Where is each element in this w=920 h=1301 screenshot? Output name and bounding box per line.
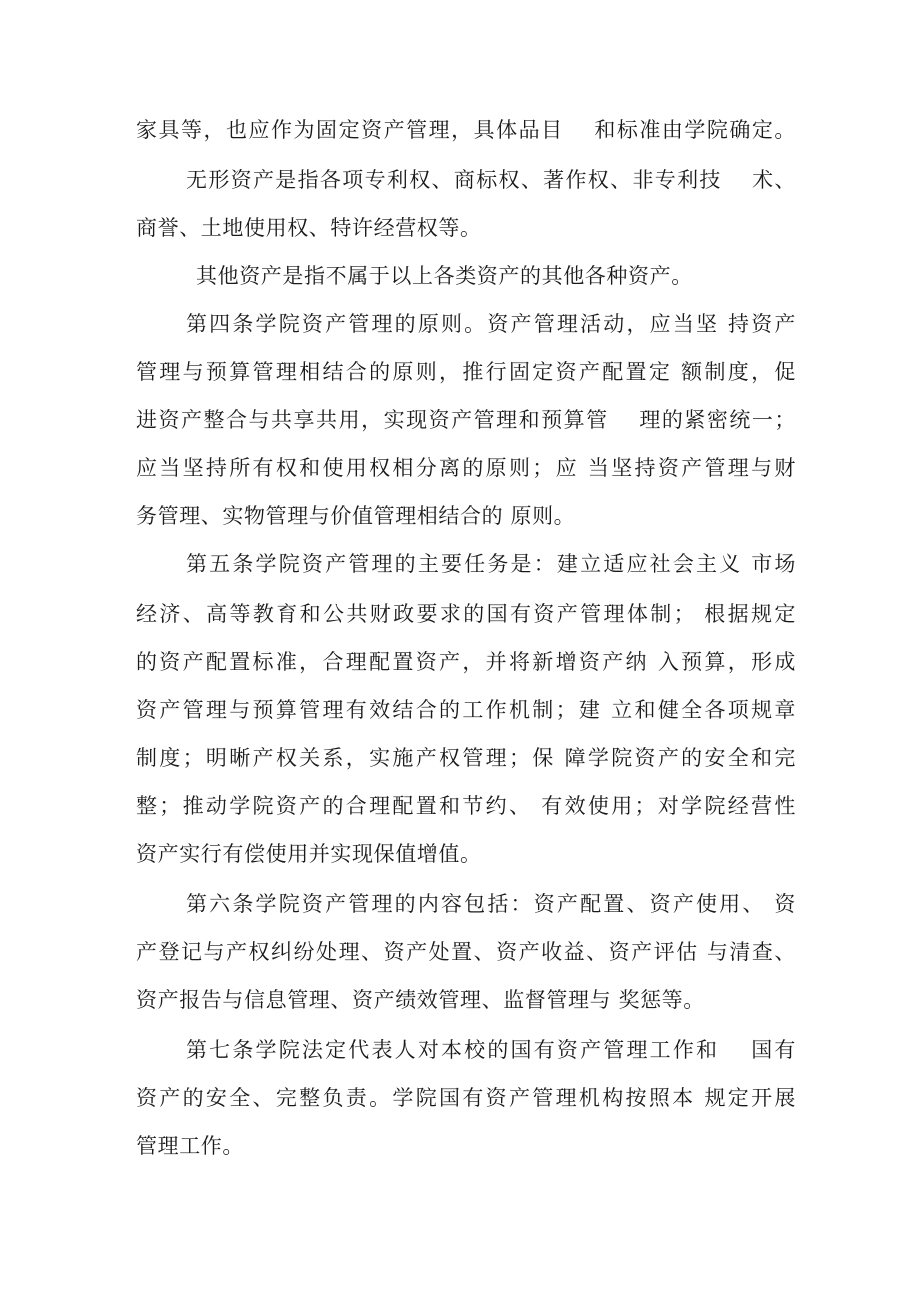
text-line: 第五条学院资产管理的主要任务是：建立适应社会主义 市场 [186,552,796,576]
text-line: 制度；明晰产权关系，实施产权管理；保 障学院资产的安全和完 [136,746,796,770]
text-line: 资产的安全、完整负责。学院国有资产管理机构按照本 规定开展 [136,1086,796,1110]
text-line: 第七条学院法定代表人对本校的国有资产管理工作和 国有 [186,1038,796,1062]
text-line: 商誉、土地使用权、特许经营权等。 [136,216,482,240]
text-line: 第四条学院资产管理的原则。资产管理活动，应当坚 持资产 [186,312,796,336]
text-line: 经济、高等教育和公共财政要求的国有资产管理体制； 根据规定 [136,602,796,626]
text-line: 进资产整合与共享共用，实现资产管理和预算管 理的紧密统一； [136,408,796,432]
text-line: 务管理、实物管理与价值管理相结合的 原则。 [136,504,576,528]
text-line: 第六条学院资产管理的内容包括：资产配置、资产使用、 资 [186,892,796,916]
text-line: 管理与预算管理相结合的原则，推行固定资产配置定 额制度，促 [136,360,796,384]
text-line: 应当坚持所有权和使用权相分离的原则；应 当坚持资产管理与财 [136,456,796,480]
text-line: 其他资产是指不属于以上各类资产的其他各种资产。 [196,264,693,288]
text-line: 无形资产是指各项专利权、商标权、著作权、非专利技 术、 [186,168,796,192]
text-line: 资产报告与信息管理、资产绩效管理、监督管理与 奖惩等。 [136,988,705,1012]
text-line: 的资产配置标准，合理配置资产，并将新增资产纳 入预算，形成 [136,650,796,674]
text-line: 家具等，也应作为固定资产管理，具体品目 和标准由学院确定。 [136,118,796,142]
text-line: 资产实行有偿使用并实现保值增值。 [136,842,482,866]
text-line: 产登记与产权纠纷处理、资产处置、资产收益、资产评估 与清查、 [136,940,796,964]
text-line: 整；推动学院资产的合理配置和节约、 有效使用；对学院经营性 [136,794,796,818]
text-line: 管理工作。 [136,1134,244,1158]
text-line: 资产管理与预算管理有效结合的工作机制；建 立和健全各项规章 [136,698,796,722]
